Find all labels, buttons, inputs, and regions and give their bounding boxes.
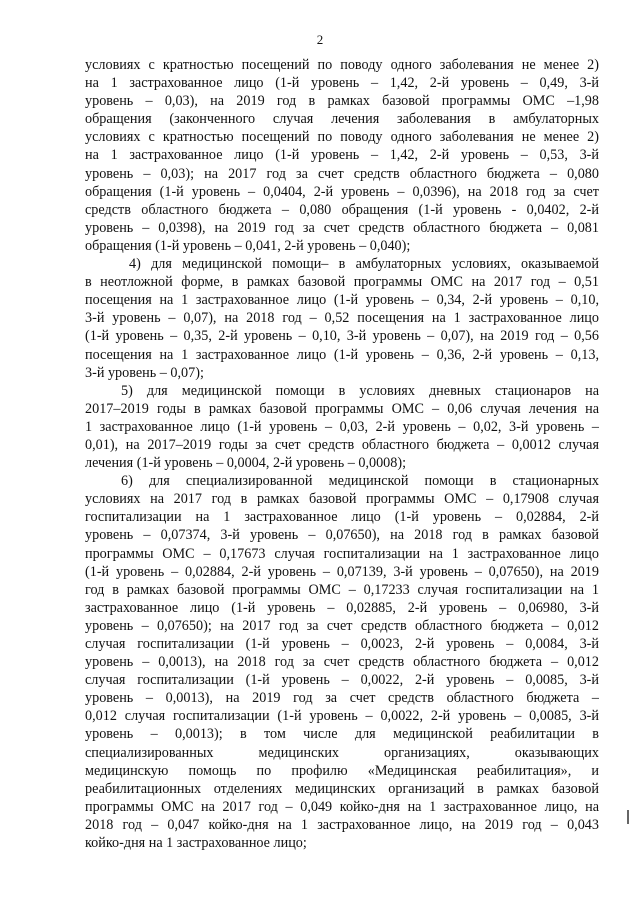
text-line: реабилитационных отделениях медицинских организаций в рамках базовой [85, 780, 599, 797]
text-line: на 1 застрахованное лицо (1-й уровень – 1,42, 2-й уровень – 0,53, 3-й [85, 147, 599, 164]
text-line: (1-й уровень – 0,35, 2-й уровень – 0,10, 3-й уровень – 0,07), на 2019 год – 0,56 [85, 328, 599, 345]
text-line: медицинскую помощь по профилю «Медицинская реабилитация», и [85, 762, 599, 779]
text-line: 6) для специализированной медицинской помощи в стационарных [121, 473, 599, 490]
text-line: застрахованное лицо (1-й уровень – 0,02885, 2-й уровень – 0,06980, 3-й [85, 599, 599, 616]
text-line: обращения (1-й уровень – 0,041, 2-й уровень – 0,040); [85, 237, 411, 254]
text-line: год в рамках базовой программы ОМС – 0,17233 случая госпитализации на 1 [85, 581, 599, 598]
text-line: 0,01), на 2017–2019 годы за счет средств областного бюджета – 0,0012 случая [85, 436, 599, 453]
text-line: уровень – 0,03); на 2017 год за счет средств областного бюджета – 0,080 [85, 165, 599, 182]
text-line: 4) для медицинской помощи– в амбулаторных условиях, оказываемой [129, 256, 599, 273]
text-line: посещения на 1 застрахованное лицо (1-й уровень – 0,36, 2-й уровень – 0,13, [85, 346, 599, 363]
document-body [85, 56, 599, 852]
text-line: условиях на 2017 год в рамках базовой программы ОМС – 0,17908 случая [85, 491, 599, 508]
text-line: уровень – 0,0013), на 2019 год за счет средств областного бюджета – [85, 690, 599, 707]
text-line: уровень – 0,07374, 3-й уровень – 0,07650), на 2018 год в рамках базовой [85, 527, 599, 544]
text-line: обращения (законченного случая лечения заболевания в амбулаторных [85, 111, 599, 128]
text-line: уровень – 0,03), на 2019 год в рамках базовой программы ОМС –1,98 [85, 93, 599, 110]
text-line: 2018 год – 0,047 койко-дня на 1 застрахованное лицо, на 2019 год – 0,043 [85, 816, 599, 833]
text-line: 0,012 случая госпитализации (1-й уровень – 0,0022, 2-й уровень – 0,0085, 3-й [85, 708, 599, 725]
text-line: уровень – 0,0398), на 2019 год за счет средств областного бюджета – 0,081 [85, 219, 599, 236]
text-line: госпитализации на 1 застрахованное лицо (1-й уровень – 0,02884, 2-й [85, 509, 599, 526]
text-line: случая госпитализации (1-й уровень – 0,0023, 2-й уровень – 0,0084, 3-й [85, 636, 599, 652]
text-line: уровень – 0,0013); в том числе для медицинской реабилитации в [85, 726, 599, 743]
text-line: случая госпитализации (1-й уровень – 0,0022, 2-й уровень – 0,0085, 3-й [85, 672, 599, 689]
text-line: койко-дня на 1 застрахованное лицо; [85, 835, 307, 852]
text-line: 1 застрахованное лицо (1-й уровень – 0,03, 2-й уровень – 0,02, 3-й уровень – [85, 418, 599, 435]
text-line: условиях с кратностью посещений по поводу одного заболевания не менее 2) [85, 57, 599, 73]
text-line: 3-й уровень – 0,07), на 2018 год – 0,52 посещения на 1 застрахованное лицо [85, 310, 599, 327]
text-line: на 1 застрахованное лицо (1-й уровень – 1,42, 2-й уровень – 0,49, 3-й [85, 75, 599, 92]
text-line: 2017–2019 годы в рамках базовой программы ОМС – 0,06 случая лечения на [85, 400, 599, 417]
text-line: программы ОМС – 0,17673 случая госпитализации на 1 застрахованное лицо [85, 545, 599, 562]
text-line: уровень – 0,07650); на 2017 год за счет средств областного бюджета – 0,012 [85, 617, 599, 634]
text-line: посещения на 1 застрахованное лицо (1-й уровень – 0,34, 2-й уровень – 0,10, [85, 292, 599, 309]
text-line: в неотложной форме, в рамках базовой программы ОМС на 2017 год – 0,51 [85, 274, 599, 291]
text-line: лечения (1-й уровень – 0,0004, 2-й уровень – 0,0008); [85, 455, 407, 472]
page-number: 2 [316, 32, 324, 47]
text-line: специализированных медицинских организациях, оказывающих [85, 744, 599, 761]
text-line: 5) для медицинской помощи в условиях дневных стационаров на [121, 382, 599, 399]
text-line: условиях с кратностью посещений по поводу одного заболевания не менее 2) [85, 129, 599, 146]
text-line: 3-й уровень – 0,07); [85, 364, 204, 381]
text-line: уровень – 0,0013), на 2018 год за счет средств областного бюджета – 0,012 [85, 654, 599, 671]
text-line: (1-й уровень – 0,02884, 2-й уровень – 0,07139, 3-й уровень – 0,07650), на 2019 [85, 563, 599, 580]
text-line: средств областного бюджета – 0,080 обращения (1-й уровень - 0,0402, 2-й [85, 201, 599, 218]
text-line: программы ОМС на 2017 год – 0,049 койко-дня на 1 застрахованное лицо, на [85, 798, 599, 815]
scan-edge-mark [627, 810, 629, 824]
text-line: обращения (1-й уровень – 0,0404, 2-й уровень – 0,0396), на 2018 год за счет [85, 183, 599, 200]
